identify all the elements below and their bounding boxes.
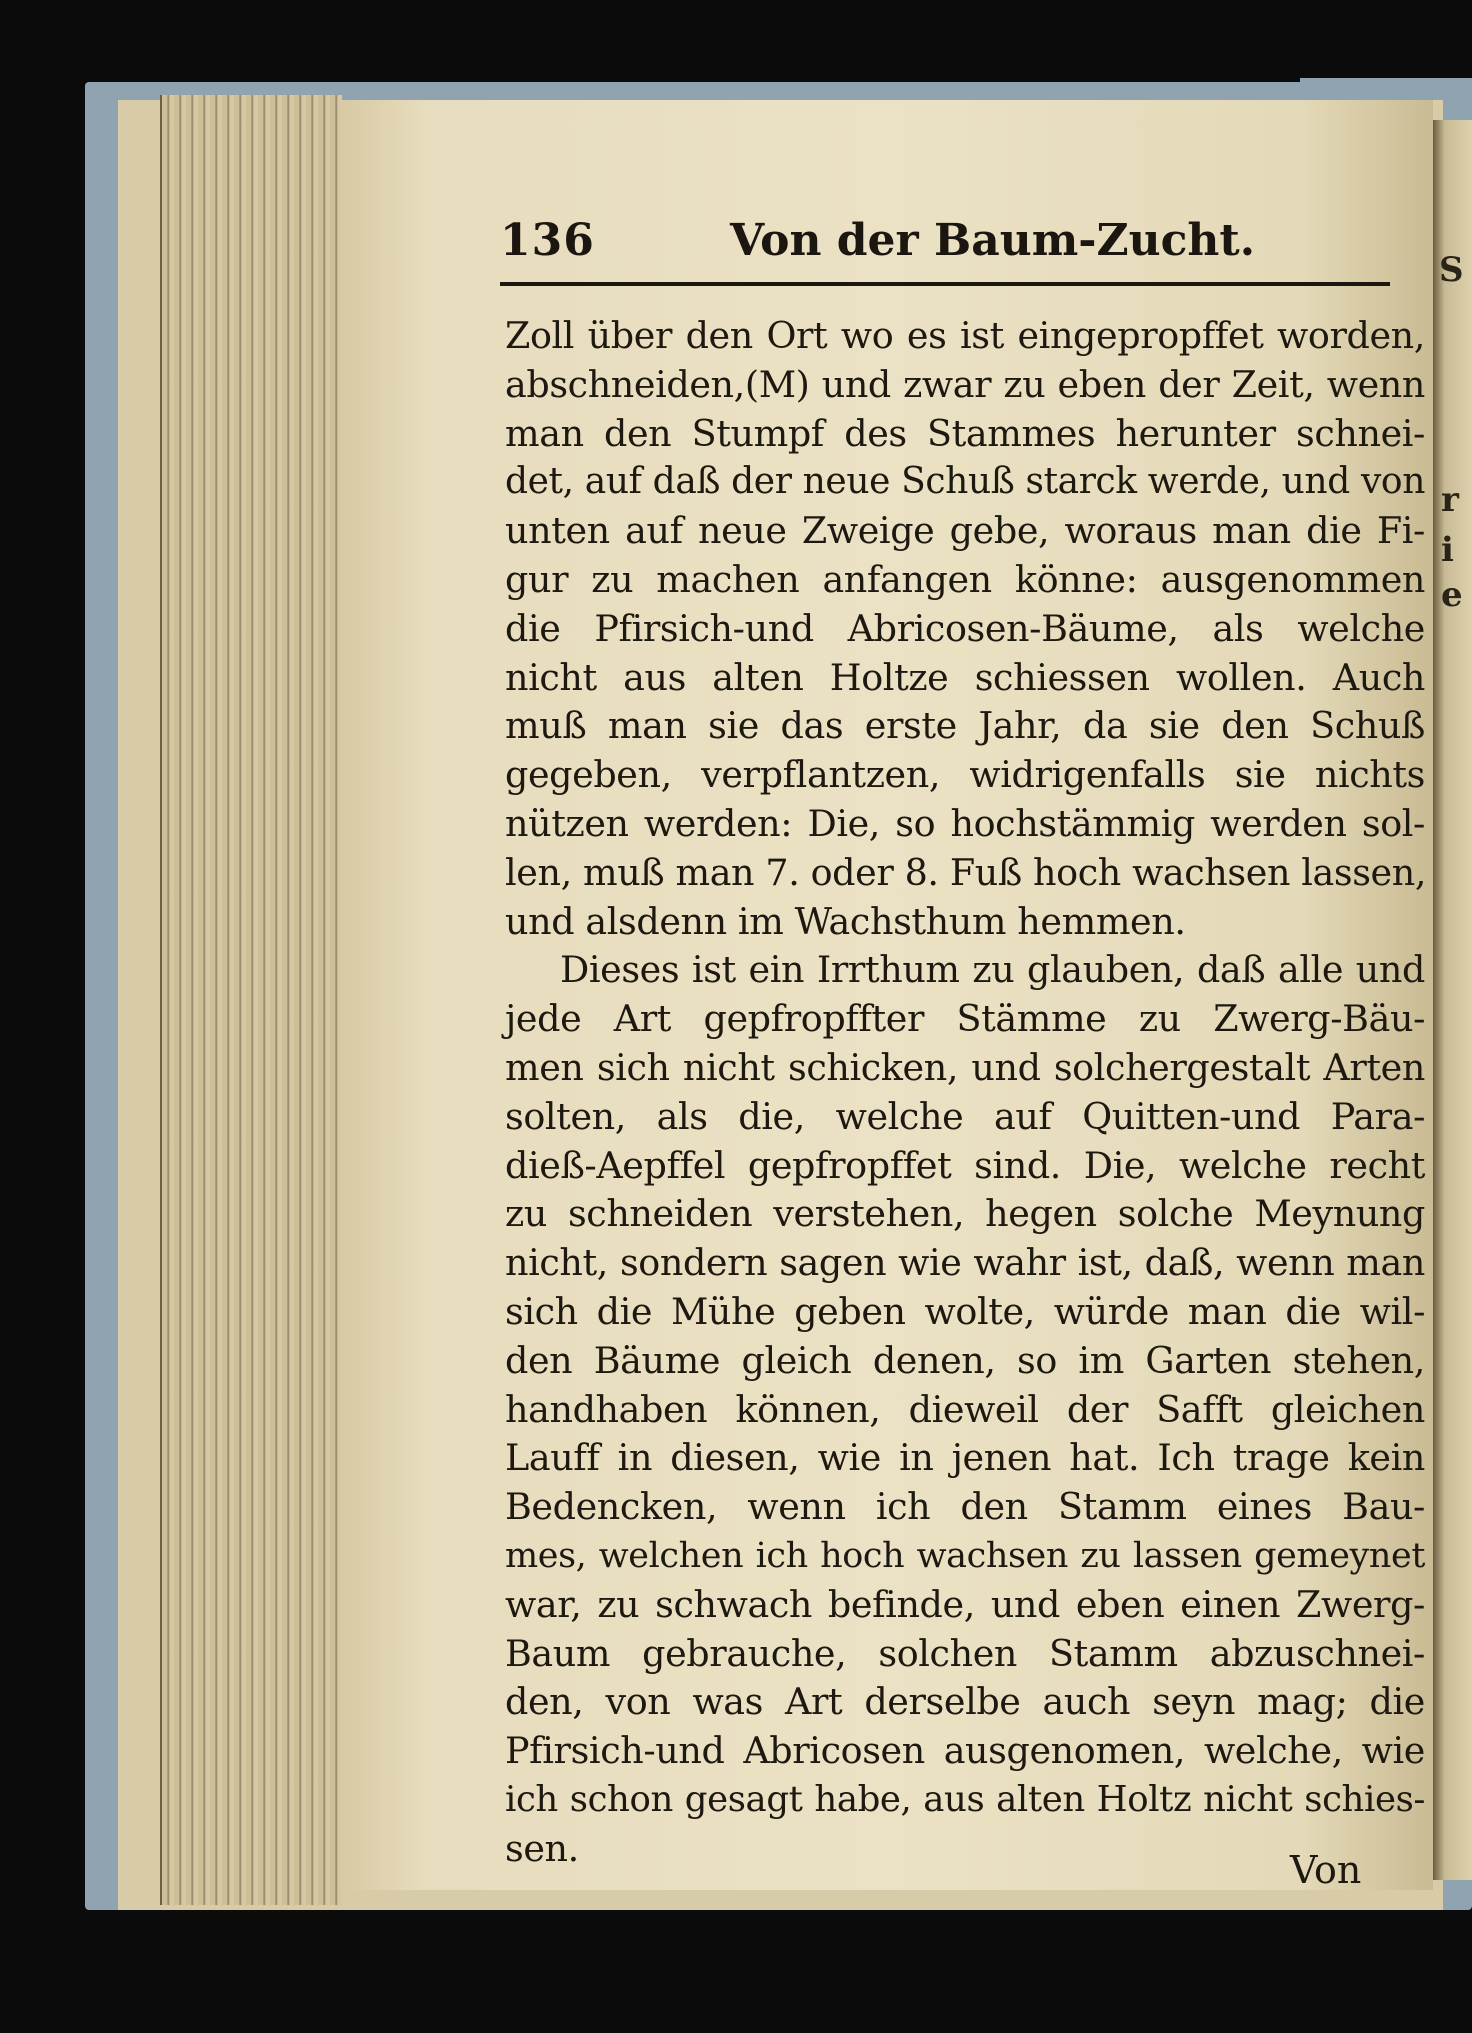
right-page-glyph: i [1441,530,1454,570]
body-text [505,312,1425,1874]
text-line: nützen werden: Die, so hochstämmig werden sol- [505,801,1425,845]
page-number: 136 [500,215,595,266]
right-page-glyph: r [1441,480,1459,520]
text-line: jede Art gepfropffter Stämme zu Zwerg-Bäu- [505,997,1425,1041]
text-line: abschneiden,(M) und zwar zu eben der Zeit, wenn [505,362,1425,406]
text-line: den, von was Art derselbe auch seyn mag; die [505,1680,1425,1724]
text-line: gur zu machen anfangen könne: ausgenommen [505,557,1425,601]
running-title: Von der Baum-Zucht. [730,215,1256,266]
text-line: Pfirsich-und Abricosen ausgenomen, welche, wie [505,1729,1425,1773]
text-line: gegeben, verpflantzen, widrigenfalls sie nichts [505,753,1425,797]
running-head [500,215,1390,275]
text-line: sich die Mühe geben wolte, würde man die wil- [505,1289,1425,1333]
text-line: zu schneiden verstehen, hegen solche Meynung [505,1192,1425,1236]
text-line: und alsdenn im Wachsthum hemmen. [505,899,1186,943]
text-line: Lauff in diesen, wie in jenen hat. Ich trage kein [505,1436,1425,1480]
header-rule [500,282,1390,286]
text-line: Baum gebrauche, solchen Stamm abzuschnei- [505,1631,1425,1675]
text-line: solten, als die, welche auf Quitten-und Para- [505,1094,1425,1138]
text-line: len, muß man 7. oder 8. Fuß hoch wachsen lassen, [505,850,1427,894]
text-line: nicht aus alten Holtze schiessen wollen. Auch [505,655,1425,699]
right-page-glyph: e [1441,575,1463,615]
text-line: Zoll über den Ort wo es ist eingepropffet worden, [505,314,1425,357]
text-line: muß man sie das erste Jahr, da sie den Schuß [505,704,1425,748]
text-line: mes, welchen ich hoch wachsen zu lassen gemeynet [505,1535,1425,1576]
catchword: Von [1290,1848,1362,1892]
page-edges [160,95,342,1905]
text-line: die Pfirsich-und Abricosen-Bäume, als welche [505,606,1425,650]
text-line: ich schon gesagt habe, aus alten Holtz nicht schies- [505,1778,1425,1820]
text-line: Bedencken, wenn ich den Stamm eines Bau- [505,1485,1425,1529]
text-line: man den Stumpf des Stammes herunter schnei- [505,411,1425,455]
text-line: men sich nicht schicken, und solchergestalt Arten [505,1045,1425,1089]
paragraph-start-line: Dieses ist ein Irrthum zu glauben, daß alle und [560,948,1425,992]
right-page-fragment [1433,120,1472,1880]
text-line: nicht, sondern sagen wie wahr ist, daß, wenn man [505,1241,1425,1285]
text-line: det, auf daß der neue Schuß starck werde, und von [505,461,1425,503]
text-line: unten auf neue Zweige gebe, woraus man die Fi- [505,509,1425,553]
text-line: den Bäume gleich denen, so im Garten stehen, [505,1338,1425,1382]
right-page-glyph: S [1439,250,1464,290]
text-line: dieß-Aepffel gepfropffet sind. Die, welche recht [505,1143,1425,1187]
text-line: sen. [505,1826,579,1870]
text-line: war, zu schwach befinde, und eben einen Zwerg- [505,1582,1425,1626]
text-line: handhaben können, dieweil der Safft gleichen [505,1387,1425,1431]
